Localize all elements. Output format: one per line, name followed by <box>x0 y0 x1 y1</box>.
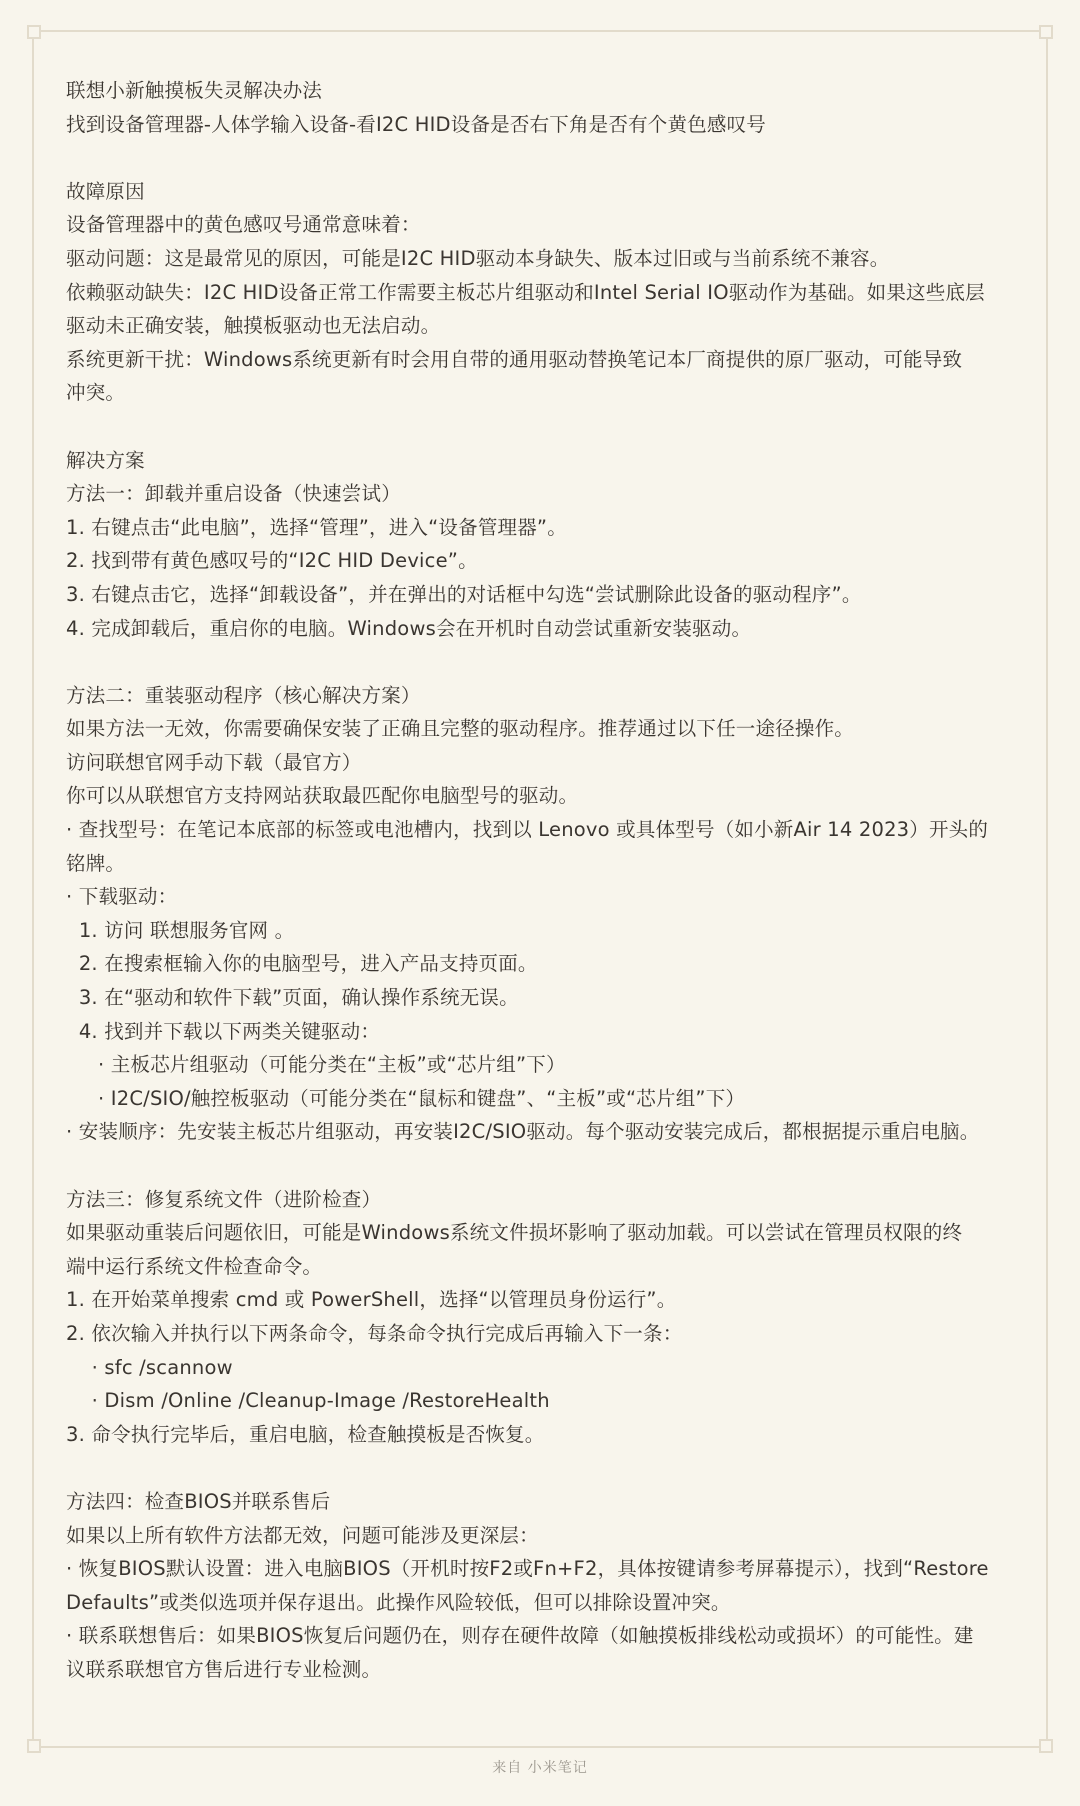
frame-corner <box>27 25 41 39</box>
note-line: 议联系联想官方售后进行专业检测。 <box>66 1657 382 1681</box>
note-line: 1. 在开始菜单搜索 cmd 或 PowerShell，选择“以管理员身份运行”。 <box>66 1288 677 1312</box>
frame-corner <box>27 1739 41 1753</box>
note-line: 方法二：重装驱动程序（核心解决方案） <box>66 683 421 707</box>
note-line <box>66 141 1026 175</box>
note-line: 如果方法一无效，你需要确保安装了正确且完整的驱动程序。推荐通过以下任一途径操作。 <box>66 717 855 741</box>
note-line: 3. 右键点击它，选择“卸载设备”，并在弹出的对话框中勾选“尝试删除此设备的驱动程序”。 <box>66 582 862 606</box>
note-line: 解决方案 <box>66 448 145 472</box>
note-line: 驱动问题：这是最常见的原因，可能是I2C HID驱动本身缺失、版本过旧或与当前系统不兼容。 <box>66 246 890 270</box>
note-line: · 下载驱动： <box>66 885 178 909</box>
note-line: 1. 右键点击“此电脑”，选择“管理”，进入“设备管理器”。 <box>66 515 567 539</box>
note-line: · 联系联想售后：如果BIOS恢复后问题仍在，则存在硬件故障（如触摸板排线松动或损坏）的可能性。建 <box>66 1624 974 1648</box>
note-line <box>66 1451 1026 1485</box>
note-line: · 主板芯片组驱动（可能分类在“主板”或“芯片组”下） <box>66 1053 566 1077</box>
note-line: 驱动未正确安装，触摸板驱动也无法启动。 <box>66 314 441 338</box>
note-line: 1. 访问 联想服务官网 。 <box>66 918 295 942</box>
source-footer: 来自 小米笔记 <box>492 1760 588 1776</box>
note-line: 2. 依次输入并执行以下两条命令，每条命令执行完成后再输入下一条： <box>66 1321 683 1345</box>
note-line: 4. 完成卸载后，重启你的电脑。Windows会在开机时自动尝试重新安装驱动。 <box>66 616 752 640</box>
note-line: 如果以上所有软件方法都无效，问题可能涉及更深层： <box>66 1523 539 1547</box>
note-line: 方法一：卸载并重启设备（快速尝试） <box>66 482 401 506</box>
frame-corner <box>1039 1739 1053 1753</box>
note-line: 如果驱动重装后问题依旧，可能是Windows系统文件损坏影响了驱动加载。可以尝试在管理员权限的终 <box>66 1221 963 1245</box>
note-line: Defaults”或类似选项并保存退出。此操作风险较低，但可以排除设置冲突。 <box>66 1590 731 1614</box>
note-line: 你可以从联想官方支持网站获取最匹配你电脑型号的驱动。 <box>66 784 579 808</box>
note-line <box>66 645 1026 679</box>
note-line: 冲突。 <box>66 381 126 405</box>
note-line <box>66 410 1026 444</box>
note-line: 故障原因 <box>66 179 145 203</box>
note-line: 找到设备管理器-人体学输入设备-看I2C HID设备是否右下角是否有个黄色感叹号 <box>66 112 766 136</box>
note-line: 方法三：修复系统文件（进阶检查） <box>66 1187 382 1211</box>
note-line: 2. 在搜索框输入你的电脑型号，进入产品支持页面。 <box>66 952 538 976</box>
note-line: 3. 在“驱动和软件下载”页面，确认操作系统无误。 <box>66 986 519 1010</box>
note-line: · 安装顺序：先安装主板芯片组驱动，再安装I2C/SIO驱动。每个驱动安装完成后，都根据提示重启电脑。 <box>66 1120 980 1144</box>
note-line: · sfc /scannow <box>66 1355 233 1379</box>
note-line: · Dism /Online /Cleanup-Image /RestoreHealth <box>66 1389 550 1413</box>
note-line: · 恢复BIOS默认设置：进入电脑BIOS（开机时按F2或Fn+F2，具体按键请参考屏幕提示），找到“Restore <box>66 1557 989 1581</box>
note-line <box>66 1149 1026 1183</box>
note-line: 2. 找到带有黄色感叹号的“I2C HID Device”。 <box>66 549 478 573</box>
note-line: 设备管理器中的黄色感叹号通常意味着： <box>66 213 421 237</box>
note-line: 端中运行系统文件检查命令。 <box>66 1254 323 1278</box>
note-line: · 查找型号：在笔记本底部的标签或电池槽内，找到以 Lenovo 或具体型号（如小新Air 14 2023）开头的 <box>66 818 989 842</box>
frame-corner <box>1039 25 1053 39</box>
note-line: 4. 找到并下载以下两类关键驱动： <box>66 1019 381 1043</box>
note-body <box>66 74 1026 1687</box>
note-line: 铭牌。 <box>66 851 126 875</box>
note-line: 依赖驱动缺失：I2C HID设备正常工作需要主板芯片组驱动和Intel Serial IO驱动作为基础。如果这些底层 <box>66 280 985 304</box>
note-line: 方法四：检查BIOS并联系售后 <box>66 1489 331 1513</box>
note-line: 访问联想官网手动下载（最官方） <box>66 750 362 774</box>
note-line: 联想小新触摸板失灵解决办法 <box>66 79 323 102</box>
note-line: 系统更新干扰：Windows系统更新有时会用自带的通用驱动替换笔记本厂商提供的原厂驱动，可能导致 <box>66 347 963 371</box>
note-line: · I2C/SIO/触控板驱动（可能分类在“鼠标和键盘”、“主板”或“芯片组”下） <box>66 1086 746 1110</box>
note-line: 3. 命令执行完毕后，重启电脑，检查触摸板是否恢复。 <box>66 1422 545 1446</box>
